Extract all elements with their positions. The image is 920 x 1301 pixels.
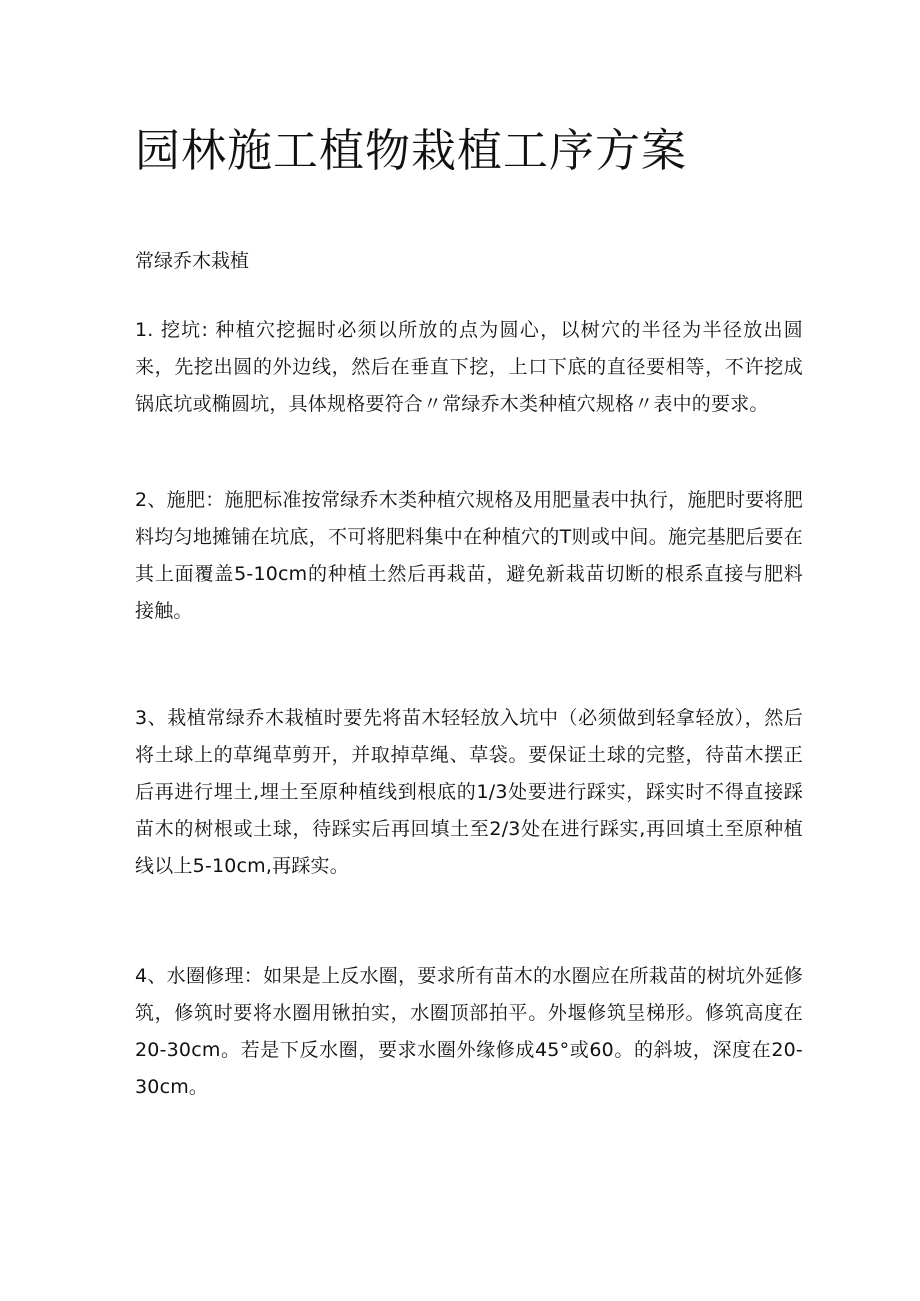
paragraph-water-ring: 4、水圈修理：如果是上反水圈，要求所有苗木的水圈应在所栽苗的树坑外延修筑，修筑时要将水圈用锹拍实，水圈顶部拍平。外堰修筑呈梯形。修筑高度在20-30cm。若是下反水圈，要求水圈外缘修成45°或60。的斜坡，深度在20-30cm。 bbox=[135, 965, 803, 1098]
paragraph-digging: 1. 挖坑: 种植穴挖掘时必须以所放的点为圆心，以树穴的半径为半径放出圆来，先挖出圆的外边线，然后在垂直下挖，上口下底的直径要相等，不许挖成锅底坑或椭圆坑，具体规格要符合〃常绿乔木类种植穴规格〃表中的要求。 bbox=[135, 319, 803, 415]
section-heading: 常绿乔木栽植 bbox=[135, 250, 250, 272]
document-title: 园林施工植物栽植工序方案 bbox=[135, 124, 688, 177]
paragraph-fertilizing: 2、施肥：施肥标准按常绿乔木类种植穴规格及用肥量表中执行，施肥时要将肥料均匀地摊铺在坑底，不可将肥料集中在种植穴的T则或中间。施完基肥后要在其上面覆盖5-10cm的种植土然后再栽苗，避免新栽苗切断的根系直接与肥料接触。 bbox=[135, 489, 803, 622]
paragraph-planting: 3、栽植常绿乔木栽植时要先将苗木轻轻放入坑中（必须做到轻拿轻放），然后将土球上的草绳草剪开，并取掉草绳、草袋。要保证土球的完整，待苗木摆正后再进行埋土,埋土至原种植线到根底的1/3处要进行踩实，踩实时不得直接踩苗木的树根或土球，待踩实后再回填土至2/3处在进行踩实,再回填土至原种植线以上5-10cm,再踩实。 bbox=[135, 707, 803, 877]
